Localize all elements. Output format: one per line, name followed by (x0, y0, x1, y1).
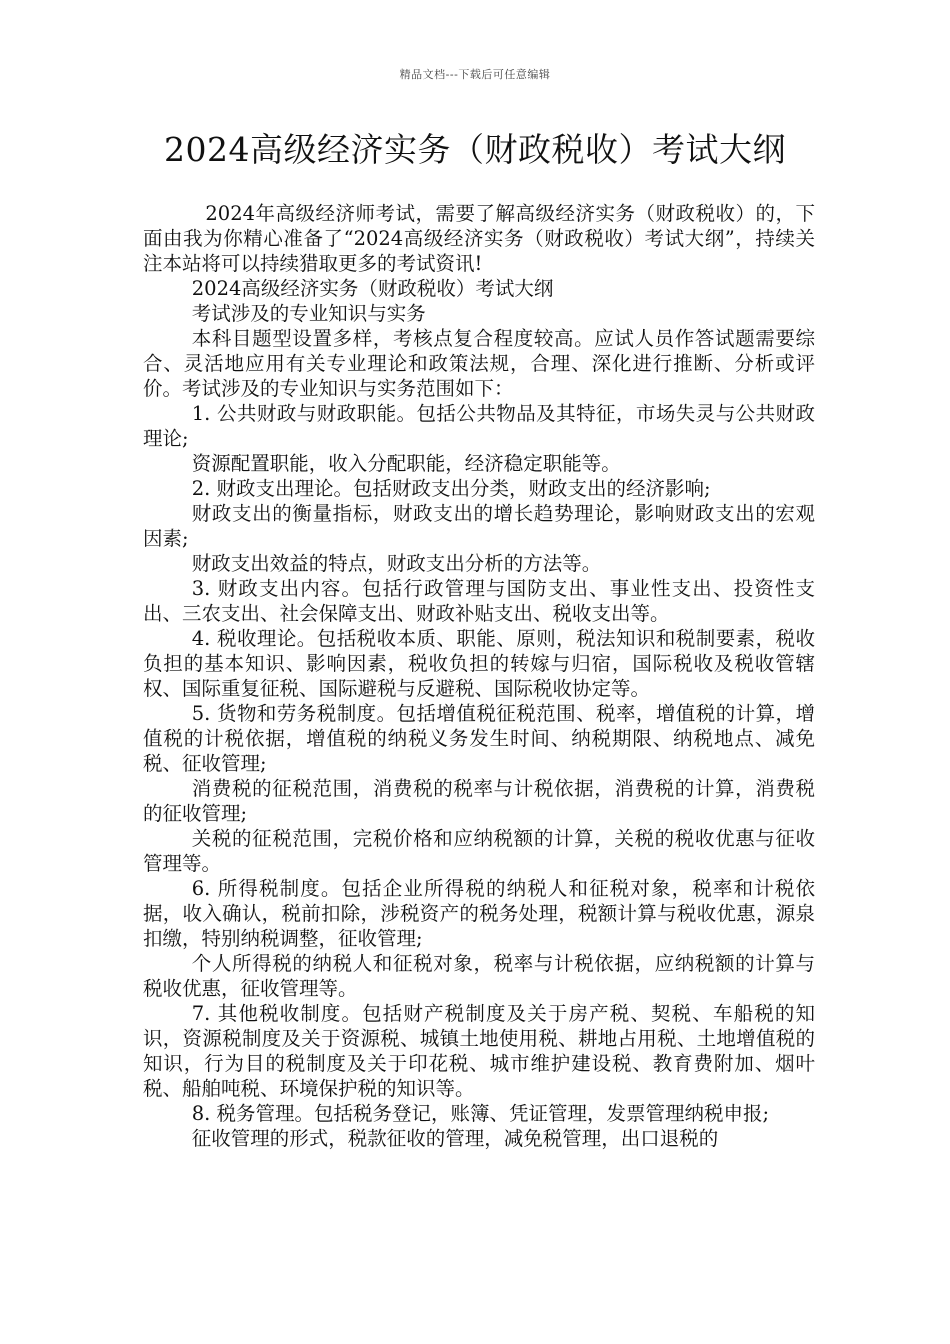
list-item-continuation: 关税的征税范围，完税价格和应纳税额的计算，关税的税收优惠与征收管理等。 (143, 827, 815, 875)
list-item-continuation: 财政支出效益的特点，财政支出分析的方法等。 (191, 552, 602, 575)
outline-title-line: 2024高级经济实务（财政税收）考试大纲 (191, 277, 554, 300)
list-item-continuation: 个人所得税的纳税人和征税对象，税率与计税依据，应纳税额的计算与税收优惠，征收管理等。 (143, 952, 815, 1000)
list-item: 3. 财政支出内容。包括行政管理与国防支出、事业性支出、投资性支出、三农支出、社会保障支出、财政补贴支出、税收支出等。 (143, 577, 815, 625)
list-item: 7. 其他税收制度。包括财产税制度及关于房产税、契税、车船税的知识，资源税制度及关于资源税、城镇土地使用税、耕地占用税、土地增值税的知识，行为目的税制度及关于印花税、城市维护建设税、教育费附加、烟叶税、船舶吨税、环境保护税的知识等。 (143, 1002, 815, 1100)
intro-paragraph: 2024年高级经济师考试，需要了解高级经济实务（财政税收）的，下面由我为你精心准备了“2024高级经济实务（财政税收）考试大纲”，持续关注本站将可以持续猎取更多的考试资讯! (143, 202, 815, 275)
list-item: 8. 税务管理。包括税务登记，账簿、凭证管理，发票管理纳税申报; (191, 1102, 770, 1125)
header-note: 精品文档---下载后可任意编辑 (399, 68, 551, 81)
section-heading: 考试涉及的专业知识与实务 (191, 302, 426, 325)
list-item: 4. 税收理论。包括税收本质、职能、原则，税法知识和税制要素，税收负担的基本知识、影响因素，税收负担的转嫁与归宿，国际税收及税收管辖权、国际重复征税、国际避税与反避税、国际税收协定等。 (143, 627, 815, 700)
list-item: 6. 所得税制度。包括企业所得税的纳税人和征税对象，税率和计税依据，收入确认，税前扣除，涉税资产的税务处理，税额计算与税收优惠，源泉扣缴，特别纳税调整，征收管理; (143, 877, 815, 950)
list-item: 5. 货物和劳务税制度。包括增值税征税范围、税率，增值税的计算，增值税的计税依据，增值税的纳税义务发生时间、纳税期限、纳税地点、减免税、征收管理; (143, 702, 815, 775)
list-item-continuation: 征收管理的形式，税款征收的管理，减免税管理，出口退税的 (191, 1127, 719, 1150)
list-item: 2. 财政支出理论。包括财政支出分类，财政支出的经济影响; (191, 477, 711, 500)
list-item-continuation: 财政支出的衡量指标，财政支出的增长趋势理论，影响财政支出的宏观因素; (143, 502, 815, 550)
list-item: 1. 公共财政与财政职能。包括公共物品及其特征，市场失灵与公共财政理论; (143, 402, 815, 450)
document-body (143, 201, 815, 1151)
body-paragraph: 本科目题型设置多样，考核点复合程度较高。应试人员作答试题需要综合、灵活地应用有关专业理论和政策法规，合理、深化进行推断、分析或评价。考试涉及的专业知识与实务范围如下： (143, 327, 815, 400)
document-title: 2024高级经济实务（财政税收）考试大纲 (164, 130, 786, 169)
list-item-continuation: 资源配置职能，收入分配职能，经济稳定职能等。 (191, 452, 621, 475)
list-item-continuation: 消费税的征税范围，消费税的税率与计税依据，消费税的计算，消费税的征收管理; (143, 777, 815, 825)
